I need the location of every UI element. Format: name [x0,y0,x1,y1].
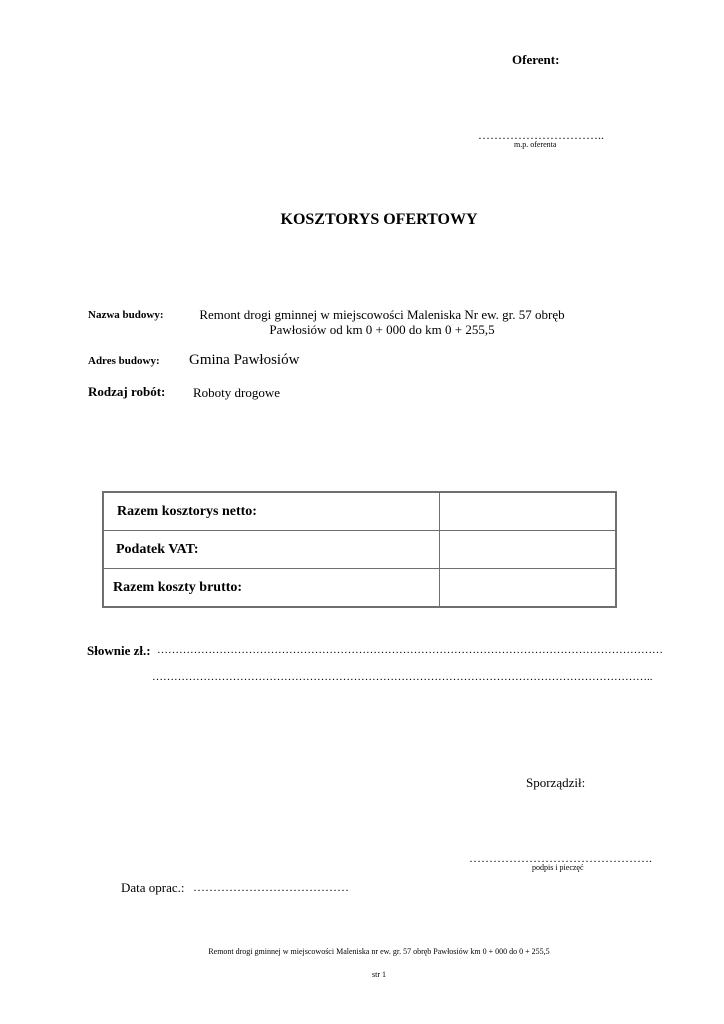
amount-in-words-line-2: ……………………………………………………………………………………………………………………….. [152,671,653,683]
net-total-value[interactable] [440,492,616,531]
table-row [103,569,616,608]
signature-placeholder-dots: ………………………………………. [469,851,652,865]
stamp-placeholder-dots: ………………………….. [478,128,604,142]
construction-name-label: Nazwa budowy: [88,309,164,321]
construction-address-label: Adres budowy: [88,355,160,367]
prepared-by-label: Sporządził: [526,775,586,790]
vat-label: Podatek VAT: [103,531,440,569]
prepared-date-dots: ………………………………… [193,880,349,894]
totals-table [102,491,617,608]
oferent-label: Oferent: [512,52,560,67]
net-total-label: Razem kosztorys netto: [103,492,440,531]
amount-in-words-label: Słownie zł.: [87,643,151,658]
construction-address-value: Gmina Pawłosiów [189,352,300,368]
gross-total-label: Razem koszty brutto: [103,569,440,608]
table-row [103,492,616,531]
vat-value[interactable] [440,531,616,569]
table-row [103,531,616,569]
page-footer: Remont drogi gminnej w miejscowości Maleniska nr ew. gr. 57 obręb Pawłosiów km 0 + 000 do 0 + 255,5 [208,947,550,956]
amount-in-words-line-1: ………………………………………………………………………………………………………………………… [157,644,663,656]
gross-total-value[interactable] [440,569,616,608]
page-number: str 1 [372,970,386,979]
document-title: KOSZTORYS OFERTOWY [280,211,478,228]
work-type-value: Roboty drogowe [193,385,281,400]
stamp-caption: m.p. oferenta [514,140,557,149]
prepared-date-label: Data oprac.: [121,880,185,895]
work-type-label: Rodzaj robót: [88,384,166,399]
signature-caption: podpis i pieczęć [532,863,584,872]
construction-name-value: Remont drogi gminnej w miejscowości Maleniska Nr ew. gr. 57 obręb Pawłosiów od km 0 + 000 do km 0 + 255,5 [199,307,565,337]
